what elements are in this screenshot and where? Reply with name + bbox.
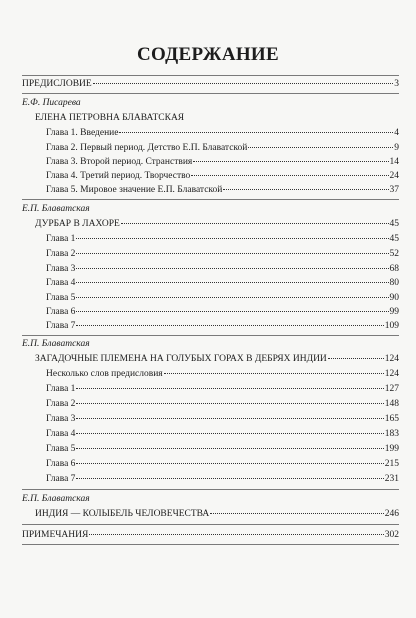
entry-page: 246 <box>384 509 399 519</box>
toc-entry-chapter[interactable] <box>46 458 399 470</box>
entry-label: Глава 2 <box>46 249 76 259</box>
leader-dots <box>76 253 388 254</box>
divider <box>22 93 399 94</box>
entry-label: Глава 5. Мировое значение Е.П. Блаватской <box>46 185 223 195</box>
entry-page: 14 <box>389 157 399 167</box>
toc-entry-chapter[interactable] <box>46 473 399 485</box>
toc-entry-section-title[interactable] <box>35 508 399 520</box>
entry-page: 165 <box>384 414 399 424</box>
entry-label: Глава 7 <box>46 321 76 331</box>
divider <box>22 489 399 490</box>
entry-page: 109 <box>384 321 399 331</box>
toc-entry-chapter[interactable] <box>46 443 399 455</box>
entry-label: Глава 3 <box>46 414 76 424</box>
page-title: СОДЕРЖАНИЕ <box>137 44 279 65</box>
toc-entry-chapter[interactable] <box>46 383 399 395</box>
toc-entry-chapter[interactable] <box>46 170 399 182</box>
section-author: Е.П. Блаватская <box>22 339 90 349</box>
leader-dots <box>76 463 383 464</box>
entry-label: Глава 5 <box>46 293 76 303</box>
entry-label: Глава 2. Первый период. Детство Е.П. Блаватской <box>46 143 248 153</box>
divider <box>22 544 399 545</box>
leader-dots <box>76 325 383 326</box>
leader-dots <box>76 311 388 312</box>
entry-label: Глава 1. Введение <box>46 128 119 138</box>
toc-entry-preface[interactable] <box>22 78 399 90</box>
toc-entry-chapter[interactable] <box>46 368 399 380</box>
leader-dots <box>248 147 393 148</box>
entry-label: Глава 6 <box>46 307 76 317</box>
entry-page: 215 <box>384 459 399 469</box>
leader-dots <box>76 403 383 404</box>
entry-page: 9 <box>394 143 399 153</box>
leader-dots <box>164 373 384 374</box>
toc-entry-chapter[interactable] <box>46 263 399 275</box>
leader-dots <box>191 175 388 176</box>
entry-label: ЕЛЕНА ПЕТРОВНА БЛАВАТСКАЯ <box>35 113 185 123</box>
leader-dots <box>76 238 388 239</box>
entry-label: ИНДИЯ — КОЛЫБЕЛЬ ЧЕЛОВЕЧЕСТВА <box>35 509 210 519</box>
entry-label: Глава 2 <box>46 399 76 409</box>
entry-page: 124 <box>384 354 399 364</box>
entry-page: 231 <box>384 474 399 484</box>
entry-label: Глава 1 <box>46 384 76 394</box>
leader-dots <box>210 513 383 514</box>
leader-dots <box>93 83 394 84</box>
leader-dots <box>76 433 383 434</box>
entry-label: ЗАГАДОЧНЫЕ ПЛЕМЕНА НА ГОЛУБЫХ ГОРАХ В ДЕБРЯХ ИНДИИ <box>35 354 327 364</box>
divider <box>22 524 399 525</box>
entry-label: Глава 4 <box>46 429 76 439</box>
entry-page: 37 <box>389 185 399 195</box>
toc-entry-section-title[interactable] <box>35 353 399 365</box>
toc-entry-chapter[interactable] <box>46 127 399 139</box>
toc-entry-chapter[interactable] <box>46 320 399 332</box>
entry-page: 183 <box>384 429 399 439</box>
entry-page: 127 <box>384 384 399 394</box>
entry-label: ДУРБАР В ЛАХОРЕ <box>35 219 120 229</box>
entry-page: 4 <box>394 128 399 138</box>
leader-dots <box>76 478 383 479</box>
entry-page: 199 <box>384 444 399 454</box>
divider <box>22 335 399 336</box>
toc-entry-section-title[interactable] <box>35 112 399 124</box>
section-author: Е.П. Блаватская <box>22 204 90 214</box>
leader-dots <box>121 223 389 224</box>
entry-page: 45 <box>389 219 399 229</box>
entry-label: Глава 6 <box>46 459 76 469</box>
leader-dots <box>89 534 383 535</box>
toc-entry-chapter[interactable] <box>46 292 399 304</box>
leader-dots <box>119 132 393 133</box>
toc-entry-chapter[interactable] <box>46 233 399 245</box>
entry-page: 80 <box>389 278 399 288</box>
leader-dots <box>76 282 388 283</box>
leader-dots <box>76 418 383 419</box>
entry-label: Глава 7 <box>46 474 76 484</box>
entry-label: Глава 5 <box>46 444 76 454</box>
toc-entry-chapter[interactable] <box>46 413 399 425</box>
toc-entry-notes[interactable] <box>22 529 399 541</box>
toc-entry-chapter[interactable] <box>46 277 399 289</box>
entry-label: Глава 4 <box>46 278 76 288</box>
entry-page: 148 <box>384 399 399 409</box>
entry-page: 68 <box>389 264 399 274</box>
leader-dots <box>193 161 388 162</box>
toc-entry-chapter[interactable] <box>46 398 399 410</box>
divider <box>22 75 399 76</box>
leader-dots <box>76 448 383 449</box>
toc-entry-chapter[interactable] <box>46 428 399 440</box>
toc-entry-chapter[interactable] <box>46 306 399 318</box>
entry-page: 99 <box>389 307 399 317</box>
leader-dots <box>76 297 388 298</box>
divider <box>22 199 399 200</box>
entry-page: 302 <box>384 530 399 540</box>
leader-dots <box>328 358 384 359</box>
entry-label: ПРИМЕЧАНИЯ <box>22 530 89 540</box>
toc-entry-chapter[interactable] <box>46 156 399 168</box>
toc-entry-chapter[interactable] <box>46 184 399 196</box>
entry-page: 124 <box>384 369 399 379</box>
entry-page: 90 <box>389 293 399 303</box>
leader-dots <box>223 189 388 190</box>
entry-label: Глава 4. Третий период. Творчество <box>46 171 191 181</box>
entry-page: 24 <box>389 171 399 181</box>
entry-page: 3 <box>394 79 399 89</box>
leader-dots <box>76 388 383 389</box>
leader-dots <box>76 268 388 269</box>
entry-page: 45 <box>389 234 399 244</box>
toc-entry-section-title[interactable] <box>35 218 399 230</box>
section-author: Е.П. Блаватская <box>22 494 90 504</box>
entry-label: Глава 3 <box>46 264 76 274</box>
entry-label: Глава 3. Второй период. Странствия <box>46 157 193 167</box>
toc-entry-chapter[interactable] <box>46 248 399 260</box>
entry-label: Несколько слов предисловия <box>46 369 163 379</box>
entry-label: Глава 1 <box>46 234 76 244</box>
toc-entry-chapter[interactable] <box>46 142 399 154</box>
entry-page: 52 <box>389 249 399 259</box>
section-author: Е.Ф. Писарева <box>22 98 81 108</box>
entry-label: ПРЕДИСЛОВИЕ <box>22 79 92 89</box>
